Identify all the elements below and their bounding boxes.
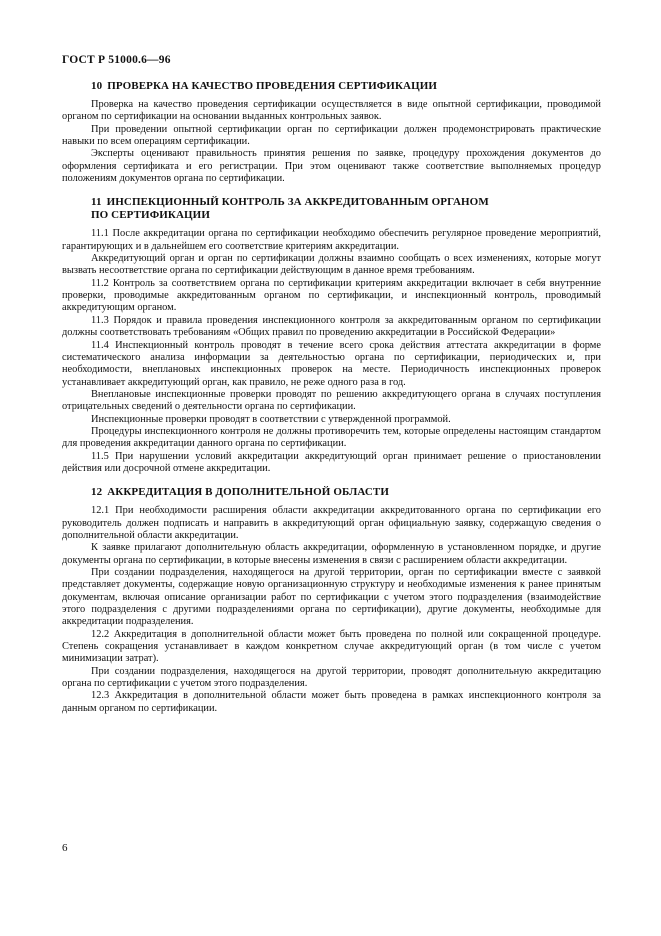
paragraph: При проведении опытной сертификации орган по сертификации должен продемонстрировать практические навыки по всем операциям сертификации. [62,123,601,148]
paragraph: 12.2 Аккредитация в дополнительной области может быть проведена по полной или сокращенной процедуре. Степень сокращения устанавливает в каждом конкретном случае аккредитующий орган (в том числе с учетом минимизации затрат). [62,628,601,665]
section-number: 12 [91,486,103,499]
section-10 [62,80,601,185]
section-title: ПРОВЕРКА НА КАЧЕСТВО ПРОВЕДЕНИЯ СЕРТИФИКАЦИИ [107,80,438,92]
paragraph: Инспекционные проверки проводят в соответствии с утвержденной программой. [91,413,451,425]
paragraph: Процедуры инспекционного контроля не должны противоречить тем, которые определены настоящим стандартом для проведения аккредитации данного органа по сертификации. [62,425,601,450]
document-code-header: ГОСТ Р 51000.6—96 [62,54,171,66]
paragraph: 12.3 Аккредитация в дополнительной области может быть проведена в рамках инспекционного контроля за данным органом по сертификации. [62,690,601,714]
section-heading [91,486,601,499]
paragraph: 11.3 Порядок и правила проведения инспекционного контроля за аккредитованным органом по сертификации должны соответствовать требованиям «Общих правил по проведению аккредитации в Российской Федерации» [62,314,601,339]
section-title: АККРЕДИТАЦИЯ В ДОПОЛНИТЕЛЬНОЙ ОБЛАСТИ [107,486,390,499]
section-title-line-1: ИНСПЕКЦИОННЫЙ КОНТРОЛЬ ЗА АККРЕДИТОВАННЫМ ОРГАНОМ [106,196,489,209]
section-12 [62,486,601,715]
page-number: 6 [62,842,68,854]
paragraph: К заявке прилагают дополнительную область аккредитации, оформленную в установленном порядке, и другие документы органа по сертификации, в которые внесены изменения в связи с расширением области аккредитации. [62,542,601,566]
section-number: 10 [91,80,103,92]
section-heading [91,196,601,222]
section-heading [91,80,601,93]
paragraph: При создании подразделения, находящегося на другой территории, орган по сертификации вместе с заявкой представляет документы, содержащие новую организационную структуру и необходимые изменения к ранее принятым документам, включая описание организации работ по сертификации с учетом этого подразделения (взаимодействие этого подразделения с другими подразделениями органа по сертификации), другие документы, необходимые для аккредитации подразделения. [62,567,601,628]
document-page [62,54,601,726]
section-11 [62,196,601,475]
paragraph: 11.4 Инспекционный контроль проводят в течение всего срока действия аттестата аккредитации в форме систематического анализа информации за деятельностью органа по сертификации, периодических и, при необходимости, внеплановых инспекционных проверок на месте. Периодичность инспекционных проверок устанавливает аккредитующий орган, как правило, не реже одного раза в год. [62,339,601,388]
paragraph: 11.1 После аккредитации органа по сертификации необходимо обеспечить регулярное проведение мероприятий, гарантирующих и в дальнейшем его соответствие критериям аккредитации. [62,228,601,252]
paragraph: 11.2 Контроль за соответствием органа по сертификации критериям аккредитации включает в себя внутренние проверки, проводимые аккредитованным органом по сертификации, и инспекционный контроль, проводимый аккредитующим органом. [62,277,601,314]
paragraph: Внеплановые инспекционные проверки проводят по решению аккредитующего органа в случаях поступления отрицательных сведений о деятельности органа по сертификации. [62,388,601,413]
paragraph: Эксперты оценивают правильность принятия решения по заявке, процедуру прохождения документов до оформления сертификата и его регистрации. При этом оценивают также соответствие выполняемых процедур положениям документов органа по сертификации. [62,148,601,185]
paragraph: Аккредитующий орган и орган по сертификации должны взаимно сообщать о всех изменениях, которые могут вызвать несоответствие органа по сертификации действующим в данное время требованиям. [62,253,601,277]
section-title-line-2: ПО СЕРТИФИКАЦИИ [91,209,210,222]
section-number: 11 [91,196,102,209]
paragraph: Проверка на качество проведения сертификации осуществляется в виде опытной сертификации, проводимой органом по сертификации на основании выданных контрольных заявок. [62,99,601,123]
paragraph: При создании подразделения, находящегося на другой территории, проводят дополнительную аккредитацию органа по сертификации с учетом этого подразделения. [62,665,601,690]
paragraph: 11.5 При нарушении условий аккредитации аккредитующий орган принимает решение о приостановлении действия или досрочной отмене аккредитации. [62,450,601,474]
paragraph: 12.1 При необходимости расширения области аккредитации аккредитованного органа по сертификации его руководитель должен подписать и направить в аккредитующий орган официальную заявку, содержащую сведения о дополнительной области аккредитации. [62,505,601,541]
